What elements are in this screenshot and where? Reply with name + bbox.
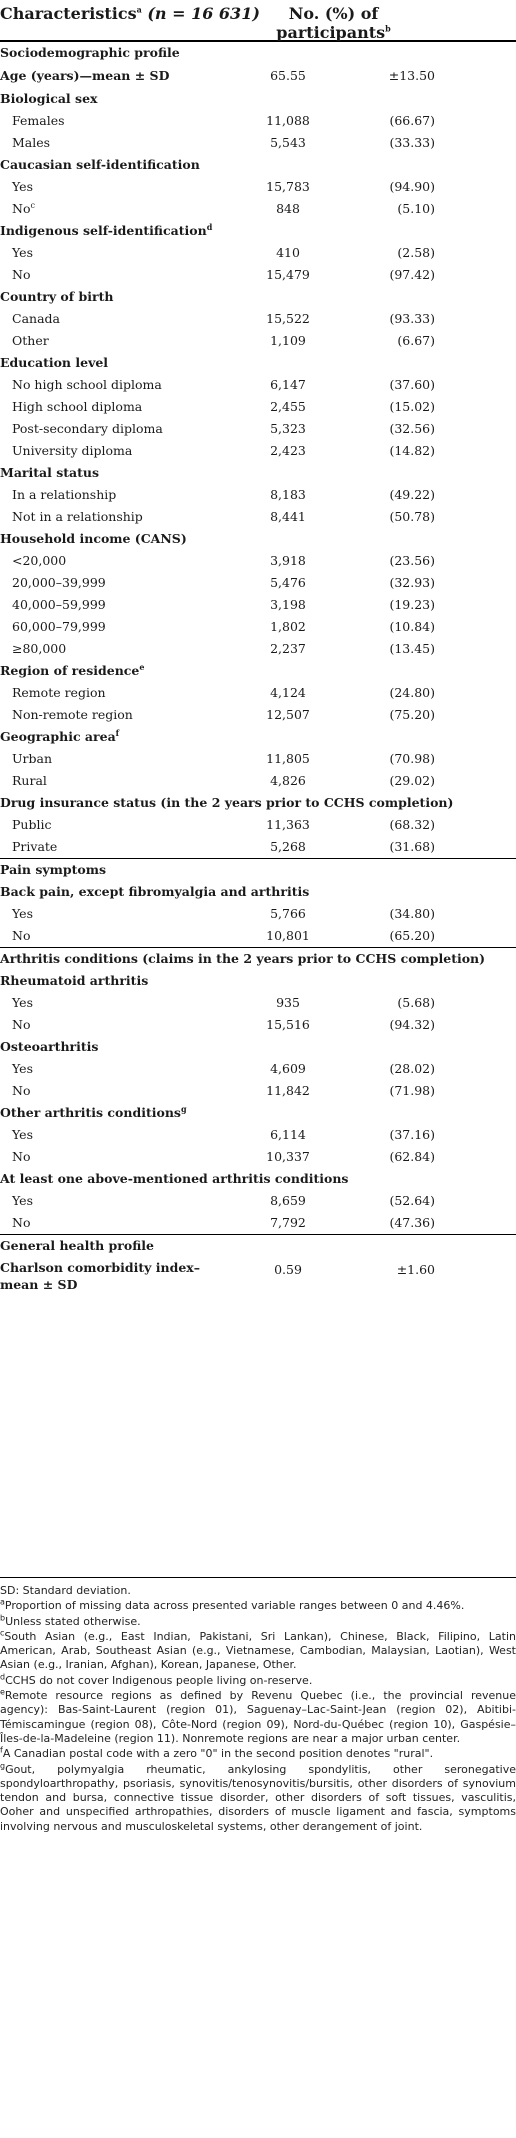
row-count: 5,268 (270, 839, 306, 854)
table-row (0, 748, 516, 770)
row-count: 8,183 (270, 487, 306, 502)
table-row (0, 704, 516, 726)
table-row (0, 242, 516, 264)
footnote-marker: c (30, 200, 35, 210)
row-label: Remote region (12, 685, 106, 700)
table-row (0, 1124, 516, 1146)
row-percent: (47.36) (389, 1215, 435, 1230)
row-label: Rural (12, 773, 47, 788)
row-percent: (31.68) (389, 839, 435, 854)
row-label: Other (12, 333, 49, 348)
row-label: Public (12, 817, 52, 832)
table-row (0, 792, 516, 814)
table-row (0, 506, 516, 528)
row-count: 2,237 (270, 641, 306, 656)
table-row (0, 992, 516, 1014)
footnote-text: CCHS do not cover Indigenous people living on-reserve. (5, 1673, 313, 1687)
row-count: 4,826 (270, 773, 306, 788)
row-label: Charlson comorbidity index– mean ± SD (0, 1260, 200, 1292)
row-percent: (10.84) (389, 619, 435, 634)
footnote (0, 1760, 516, 1834)
row-label: No (12, 928, 31, 943)
table-row (0, 308, 516, 330)
row-count: 5,323 (270, 421, 306, 436)
row-count: 15,479 (266, 267, 310, 282)
row-percent: (32.56) (389, 421, 435, 436)
row-label: Yes (12, 245, 33, 260)
footnote (0, 1599, 516, 1613)
footnote (0, 1612, 516, 1629)
footnote-marker: e (0, 1687, 5, 1697)
footnote-text: Remote resource regions as defined by Revenu Quebec (i.e., the provincial revenue agency): Bas-Saint-Laurent (region 01), Saguenay–Lac-Saint-Jean (region 02), Abitibi-Témiscamingue (region 08), Côte-Nord (region 09), Nord-du-Québec (region 10), Gaspésie–Îles-de-la-Madeleine (region 11). Nonremote regions are near a major urban center. (0, 1689, 516, 1745)
table-row (0, 198, 516, 220)
table-row (0, 1146, 516, 1168)
table-row (0, 484, 516, 506)
table-row (0, 638, 516, 660)
footnote (0, 1584, 516, 1598)
row-label: Post-secondary diploma (12, 421, 163, 436)
table-row (0, 374, 516, 396)
row-label: Rheumatoid arthritis (0, 973, 149, 988)
row-label: Sociodemographic profile (0, 45, 180, 60)
table-row (0, 1036, 516, 1058)
row-label: Pain symptoms (0, 862, 106, 877)
table-row (0, 1234, 516, 1257)
row-count: 10,337 (266, 1149, 310, 1164)
row-label: Males (12, 135, 51, 150)
table-row (0, 660, 516, 682)
row-label: Marital status (0, 465, 100, 480)
row-percent: (28.02) (389, 1061, 435, 1076)
row-percent: (66.67) (389, 113, 435, 128)
table-row (0, 594, 516, 616)
row-count: 15,516 (266, 1017, 310, 1032)
footnote-text: SD: Standard deviation. (0, 1584, 131, 1597)
table-row (0, 836, 516, 858)
table-row (0, 220, 516, 242)
row-label: Arthritis conditions (claims in the 2 years prior to CCHS completion) (0, 951, 486, 966)
row-label: Household income (CANS) (0, 531, 187, 546)
row-count: 15,783 (266, 179, 310, 194)
row-percent: ±1.60 (396, 1262, 435, 1277)
row-percent: (37.60) (389, 377, 435, 392)
table-row (0, 286, 516, 308)
table-row (0, 1014, 516, 1036)
table-row (0, 770, 516, 792)
table-row (0, 154, 516, 176)
footnote-marker: f (0, 1745, 3, 1755)
row-label: Not in a relationship (12, 509, 143, 524)
table-row (0, 682, 516, 704)
row-label: Age (years)—mean ± SD (0, 68, 170, 83)
row-label: Yes (12, 1193, 33, 1208)
footnote-text: Gout, polymyalgia rheumatic, ankylosing spondylitis, other seronegative spondyloarthropathy, psoriasis, synovitis/tenosynovitis/bursitis, other disorders of synovium tendon and bursa, connective tissue disorder, other disorders of soft tissues, vasculitis, Ooher and unspecified arthropathies, disorders of muscle ligament and fascia, symptoms involving nervous and musculoskeletal systems, other derangement of joint. (0, 1762, 516, 1833)
row-percent: (93.33) (389, 311, 435, 326)
row-label: Education level (0, 355, 109, 370)
row-count: 11,363 (266, 817, 310, 832)
table-row (0, 925, 516, 947)
row-count: 11,088 (266, 113, 310, 128)
row-count: 1,802 (270, 619, 306, 634)
table-row (0, 396, 516, 418)
row-percent: (5.68) (397, 995, 435, 1010)
table-row (0, 462, 516, 484)
row-percent: (97.42) (389, 267, 435, 282)
row-label: Osteoarthritis (0, 1039, 99, 1054)
row-count: 4,124 (270, 685, 306, 700)
table-row (0, 970, 516, 992)
row-count: 11,842 (266, 1083, 310, 1098)
row-label: University diploma (12, 443, 133, 458)
table-row (0, 65, 516, 88)
row-percent: (65.20) (389, 928, 435, 943)
footnote-marker: g (0, 1760, 6, 1770)
row-percent: (23.56) (389, 553, 435, 568)
table-row (0, 418, 516, 440)
table-row (0, 440, 516, 462)
row-label: Indigenous self-identification$^d$ (0, 221, 213, 238)
table-row (0, 1058, 516, 1080)
row-count: 935 (276, 995, 300, 1010)
row-count: 5,766 (270, 906, 306, 921)
row-label: No (12, 1149, 31, 1164)
row-count: 848 (276, 201, 300, 216)
footnote-text: Unless stated otherwise. (5, 1614, 141, 1628)
footnote (0, 1747, 516, 1761)
row-label: <20,000 (12, 553, 67, 568)
row-percent: (19.23) (389, 597, 435, 612)
row-label: Canada (12, 311, 60, 326)
footnote (0, 1630, 516, 1673)
row-label: Yes (12, 995, 33, 1010)
row-percent: (13.45) (389, 641, 435, 656)
row-label: No high school diploma (12, 377, 162, 392)
row-label: Geographic area$^f$ (0, 727, 120, 744)
footnote-text: Proportion of missing data across presented variable ranges between 0 and 4.46%. (4, 1599, 465, 1613)
table-row (0, 550, 516, 572)
row-count: 11,805 (266, 751, 310, 766)
table-row (0, 881, 516, 903)
participants-header: No. (%) of participants$^b$ (276, 4, 391, 42)
row-percent: (62.84) (389, 1149, 435, 1164)
table-row (0, 41, 516, 65)
footnote-text: South Asian (e.g., East Indian, Pakistani, Sri Lankan), Chinese, Black, Filipino, Latin American, Arab, Southeast Asian (e.g., Vietnamese, Cambodian, Malaysian, Laotian), West Asian (e.g., Iranian, Afghan), Korean, Japanese, Other. (0, 1629, 516, 1672)
row-count: 7,792 (270, 1215, 306, 1230)
table-body (0, 41, 516, 1299)
row-label: 20,000–39,999 (12, 575, 106, 590)
row-percent: (34.80) (389, 906, 435, 921)
table-row (0, 330, 516, 352)
row-percent: (24.80) (389, 685, 435, 700)
table-row (0, 1168, 516, 1190)
table-row (0, 903, 516, 925)
row-count: 6,114 (270, 1127, 306, 1142)
row-label: Yes (12, 179, 33, 194)
table-header (0, 0, 516, 41)
table-row (0, 1102, 516, 1124)
table-row (0, 814, 516, 836)
footnote-marker: d (206, 221, 213, 232)
table-row (0, 110, 516, 132)
table-row (0, 352, 516, 374)
footnote-marker: e (139, 661, 145, 672)
row-percent: (2.58) (397, 245, 435, 260)
row-label: Urban (12, 751, 53, 766)
row-percent: (94.32) (389, 1017, 435, 1032)
row-label: Region of residence$^e$ (0, 661, 145, 678)
row-count: 8,441 (270, 509, 306, 524)
footnote-marker: d (0, 1672, 6, 1682)
footnote-marker: c (0, 1628, 5, 1638)
row-count: 10,801 (266, 928, 310, 943)
row-percent: (37.16) (389, 1127, 435, 1142)
row-label: High school diploma (12, 399, 143, 414)
row-count: 6,147 (270, 377, 306, 392)
row-percent: (5.10) (397, 201, 435, 216)
row-label: No (12, 1215, 31, 1230)
table-row (0, 726, 516, 748)
row-count: 5,543 (270, 135, 306, 150)
table-row (0, 176, 516, 198)
row-count: 65.55 (270, 68, 306, 83)
row-percent: (52.64) (389, 1193, 435, 1208)
row-percent: (32.93) (389, 575, 435, 590)
row-label: No (12, 1083, 31, 1098)
row-label: Yes (12, 1127, 33, 1142)
table-row (0, 947, 516, 970)
table-row (0, 1257, 516, 1299)
row-count: 2,455 (270, 399, 306, 414)
row-label: Private (12, 839, 58, 854)
row-label: Non-remote region (12, 707, 133, 722)
table-row (0, 1080, 516, 1102)
footnote-marker: a (0, 1597, 5, 1607)
footnote (0, 1674, 516, 1688)
row-label: At least one above-mentioned arthritis conditions (0, 1171, 349, 1186)
row-percent: (49.22) (389, 487, 435, 502)
row-percent: (14.82) (389, 443, 435, 458)
row-label: ≥80,000 (12, 641, 67, 656)
row-percent: ±13.50 (388, 68, 435, 83)
row-label: 60,000–79,999 (12, 619, 106, 634)
table-row (0, 132, 516, 154)
table-row (0, 572, 516, 594)
row-percent: (15.02) (389, 399, 435, 414)
table-row (0, 616, 516, 638)
footnote-text: A Canadian postal code with a zero "0" in the second position denotes "rural". (2, 1747, 434, 1761)
row-count: 1,109 (270, 333, 306, 348)
table-row (0, 88, 516, 110)
row-count: 3,198 (270, 597, 306, 612)
footnote-marker: b (0, 1612, 6, 1622)
row-label: Yes (12, 1061, 33, 1076)
row-label: Country of birth (0, 289, 114, 304)
row-label: 40,000–59,999 (12, 597, 106, 612)
row-percent: (6.67) (397, 333, 435, 348)
table-row (0, 1190, 516, 1212)
row-label: Biological sex (0, 91, 98, 106)
row-label: No (12, 1017, 31, 1032)
row-count: 0.59 (274, 1262, 302, 1277)
table-row (0, 264, 516, 286)
table-footnotes (0, 1577, 516, 1835)
footnote (0, 1689, 516, 1746)
row-label: In a relationship (12, 487, 117, 502)
row-count: 12,507 (266, 707, 310, 722)
row-percent: (68.32) (389, 817, 435, 832)
row-label: Caucasian self-identification (0, 157, 200, 172)
row-label: No$^c$ (12, 200, 35, 216)
row-label: Females (12, 113, 65, 128)
row-label: Other arthritis conditions$^g$ (0, 1103, 187, 1120)
row-percent: (50.78) (389, 509, 435, 524)
table-row (0, 528, 516, 550)
row-count: 3,918 (270, 553, 306, 568)
row-label: Drug insurance status (in the 2 years prior to CCHS completion) (0, 795, 454, 810)
row-label: No (12, 267, 31, 282)
row-count: 2,423 (270, 443, 306, 458)
row-count: 15,522 (266, 311, 310, 326)
table-row (0, 1212, 516, 1234)
row-count: 410 (276, 245, 300, 260)
row-label: General health profile (0, 1238, 155, 1253)
row-percent: (71.98) (389, 1083, 435, 1098)
row-percent: (70.98) (389, 751, 435, 766)
row-label: Back pain, except fibromyalgia and arthritis (0, 884, 310, 899)
row-count: 8,659 (270, 1193, 306, 1208)
row-percent: (94.90) (389, 179, 435, 194)
row-count: 4,609 (270, 1061, 306, 1076)
footnote-marker: f (115, 727, 120, 738)
characteristics-header: Characteristics$^a$ (n = 16 631) (0, 4, 260, 23)
row-percent: (29.02) (389, 773, 435, 788)
row-percent: (75.20) (389, 707, 435, 722)
table-row (0, 858, 516, 881)
row-label: Yes (12, 906, 33, 921)
row-percent: (33.33) (389, 135, 435, 150)
row-count: 5,476 (270, 575, 306, 590)
footnote-marker: g (180, 1103, 187, 1114)
